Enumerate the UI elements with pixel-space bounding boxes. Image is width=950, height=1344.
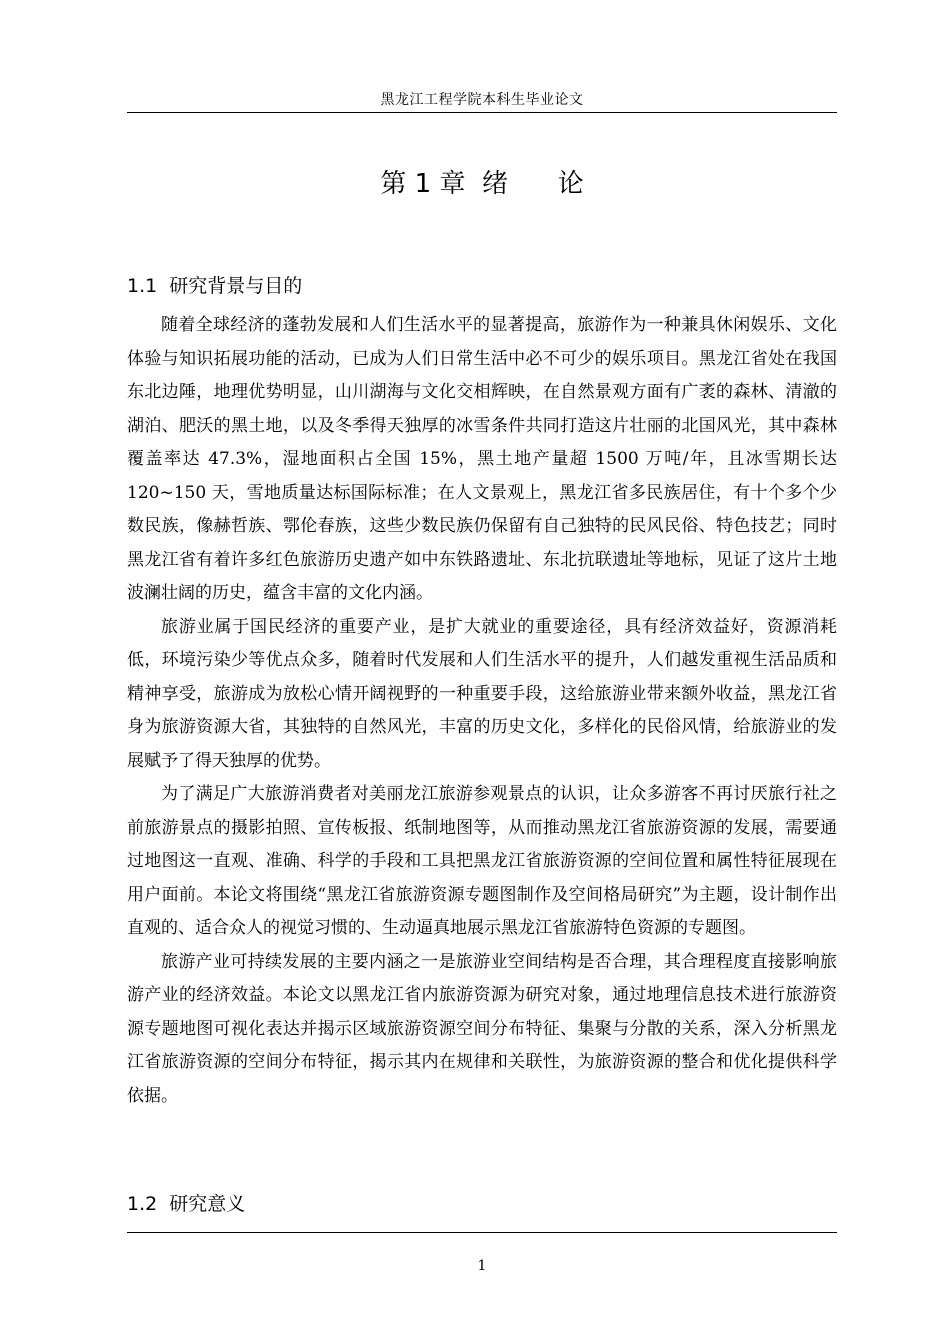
header-divider [127,112,837,113]
section-heading-1-1: 1.1 研究背景与目的 [127,275,303,297]
chapter-title: 第 1 章 绪 论 [380,169,584,199]
page-number: 1 [477,1258,487,1274]
paragraph: 旅游业属于国民经济的重要产业，是扩大就业的重要途径，具有经济效益好，资源消耗低，环境污染少等优点众多，随着时代发展和人们生活水平的提升，人们越发重视生活品质和精神享受，旅游成为放松心情开阔视野的一种重要手段，这给旅游业带来额外收益，黑龙江省身为旅游资源大省，其独特的自然风光，丰富的历史文化，多样化的民俗风情，给旅游业的发展赋予了得天独厚的优势。 [127,616,837,771]
paragraph: 旅游产业可持续发展的主要内涵之一是旅游业空间结构是否合理，其合理程度直接影响旅游产业的经济效益。本论文以黑龙江省内旅游资源为研究对象，通过地理信息技术进行旅游资源专题地图可视化表达并揭示区域旅游资源空间分布特征、集聚与分散的关系，深入分析黑龙江省旅游资源的空间分布特征，揭示其内在规律和关联性，为旅游资源的整合和优化提供科学依据。 [127,951,837,1106]
section-body-1-1 [127,309,837,1113]
footer-divider [127,1232,837,1233]
section-heading-1-2: 1.2 研究意义 [127,1193,246,1215]
running-header: 黑龙江工程学院本科生毕业论文 [380,92,584,108]
paragraph: 随着全球经济的蓬勃发展和人们生活水平的显著提高，旅游作为一种兼具休闲娱乐、文化体验与知识拓展功能的活动，已成为人们日常生活中必不可少的娱乐项目。黑龙江省处在我国东北边陲，地理优势明显，山川湖海与文化交相辉映，在自然景观方面有广袤的森林、清澈的湖泊、肥沃的黑土地，以及冬季得天独厚的冰雪条件共同打造这片壮丽的北国风光，其中森林覆盖率达 47.3%，湿地面积占全国 15%，黑土地产量超 1500 万吨/年，且冰雪期长达 120~150 天，雪地质量达标国际标准；在人文景观上，黑龙江省多民族居住，有十个多个少数民族，像赫哲族、鄂伦春族，这些少数民族仍保留有自己独特的民风民俗、特色技艺；同时黑龙江省有着许多红色旅游历史遗产如中东铁路遗址、东北抗联遗址等地标，见证了这片土地波澜壮阔的历史，蕴含丰富的文化内涵。 [127,315,837,603]
paragraph: 为了满足广大旅游消费者对美丽龙江旅游参观景点的认识，让众多游客不再讨厌旅行社之前旅游景点的摄影拍照、宣传板报、纸制地图等，从而推动黑龙江省旅游资源的发展，需要通过地图这一直观、准确、科学的手段和工具把黑龙江省旅游资源的空间位置和属性特征展现在用户面前。本论文将围绕“黑龙江省旅游资源专题图制作及空间格局研究”为主题，设计制作出直观的、适合众人的视觉习惯的、生动逼真地展示黑龙江省旅游特色资源的专题图。 [127,784,837,938]
